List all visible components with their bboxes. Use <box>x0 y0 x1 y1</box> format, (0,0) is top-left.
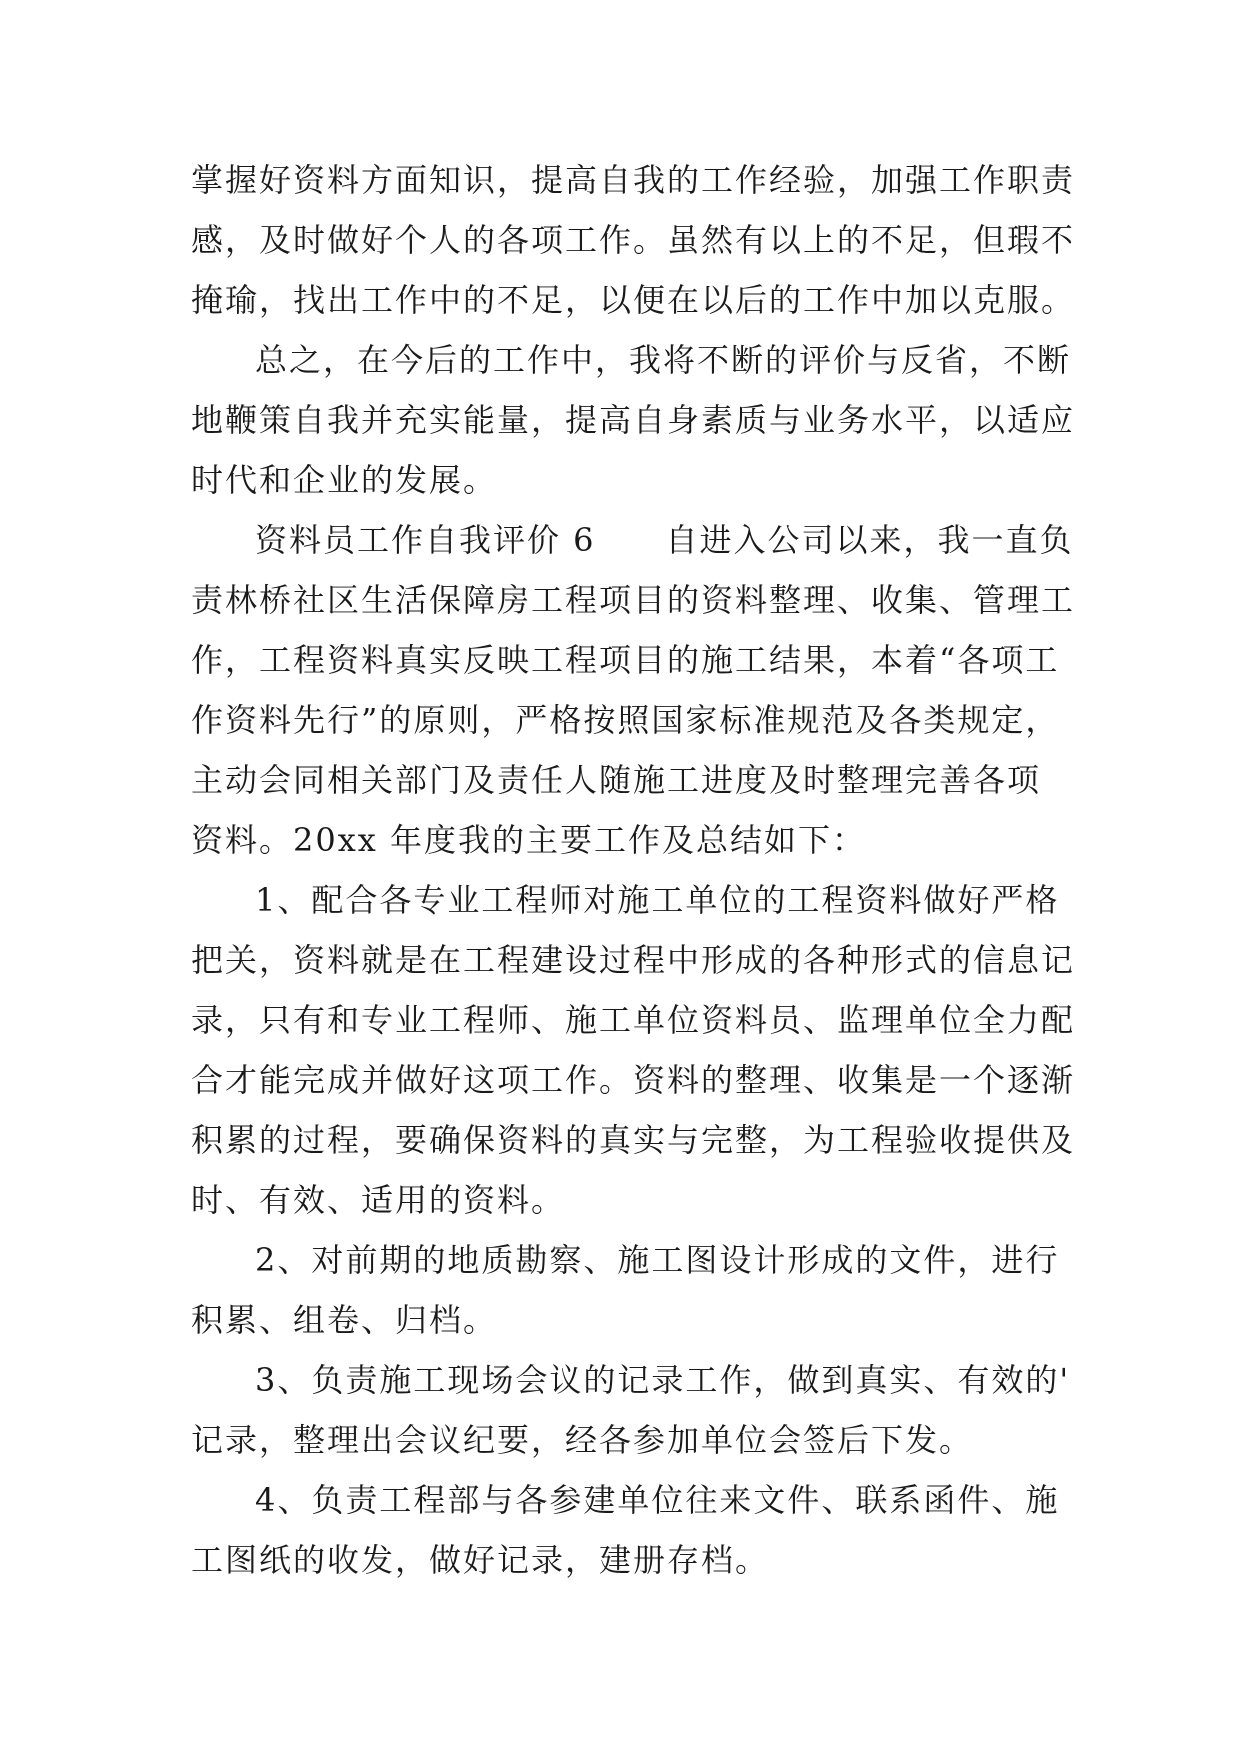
text-line: 责林桥社区生活保障房工程项目的资料整理、收集、管理工 <box>191 581 1076 619</box>
text-line: 时代和企业的发展。 <box>191 461 498 499</box>
text-line: 记录，整理出会议纪要，经各参加单位会签后下发。 <box>191 1421 974 1459</box>
text-line: 积累的过程，要确保资料的真实与完整，为工程验收提供及 <box>191 1121 1076 1159</box>
text-line: 积累、组卷、归档。 <box>191 1301 498 1339</box>
text-line: 作资料先行”的原则，严格按照国家标准规范及各类规定， <box>191 701 1060 739</box>
text-line: 时、有效、适用的资料。 <box>191 1181 566 1219</box>
text-line: 录，只有和专业工程师、施工单位资料员、监理单位全力配 <box>191 1001 1076 1039</box>
section-heading: 资料员工作自我评价 6 <box>255 521 596 559</box>
body-text <box>191 150 1076 1590</box>
text-line: 合才能完成并做好这项工作。资料的整理、收集是一个逐渐 <box>191 1061 1076 1099</box>
text-line: 4、负责工程部与各参建单位往来文件、联系函件、施 <box>255 1481 1060 1519</box>
text-line: 自进入公司以来，我一直负 <box>665 521 1074 559</box>
text-line: 1、配合各专业工程师对施工单位的工程资料做好严格 <box>255 881 1060 919</box>
text-line: 总之，在今后的工作中，我将不断的评价与反省，不断 <box>255 341 1072 379</box>
text-line: 2、对前期的地质勘察、施工图设计形成的文件，进行 <box>255 1241 1060 1279</box>
text-line: 地鞭策自我并充实能量，提高自身素质与业务水平，以适应 <box>191 401 1076 439</box>
text-line: 掩瑜，找出工作中的不足，以便在以后的工作中加以克服。 <box>191 281 1076 319</box>
text-line: 掌握好资料方面知识，提高自我的工作经验，加强工作职责 <box>191 161 1076 199</box>
text-line: 作，工程资料真实反映工程项目的施工结果，本着“各项工 <box>191 641 1060 679</box>
text-line: 工图纸的收发，做好记录，建册存档。 <box>191 1541 770 1579</box>
text-line: 资料。20xx 年度我的主要工作及总结如下： <box>191 821 866 859</box>
text-line: 主动会同相关部门及责任人随施工进度及时整理完善各项 <box>191 761 1042 799</box>
text-line: 把关，资料就是在工程建设过程中形成的各种形式的信息记 <box>191 941 1076 979</box>
section-heading-line <box>191 510 1074 570</box>
text-line: 3、负责施工现场会议的记录工作，做到真实、有效的' <box>255 1361 1071 1399</box>
text-line: 感，及时做好个人的各项工作。虽然有以上的不足，但瑕不 <box>191 221 1076 259</box>
